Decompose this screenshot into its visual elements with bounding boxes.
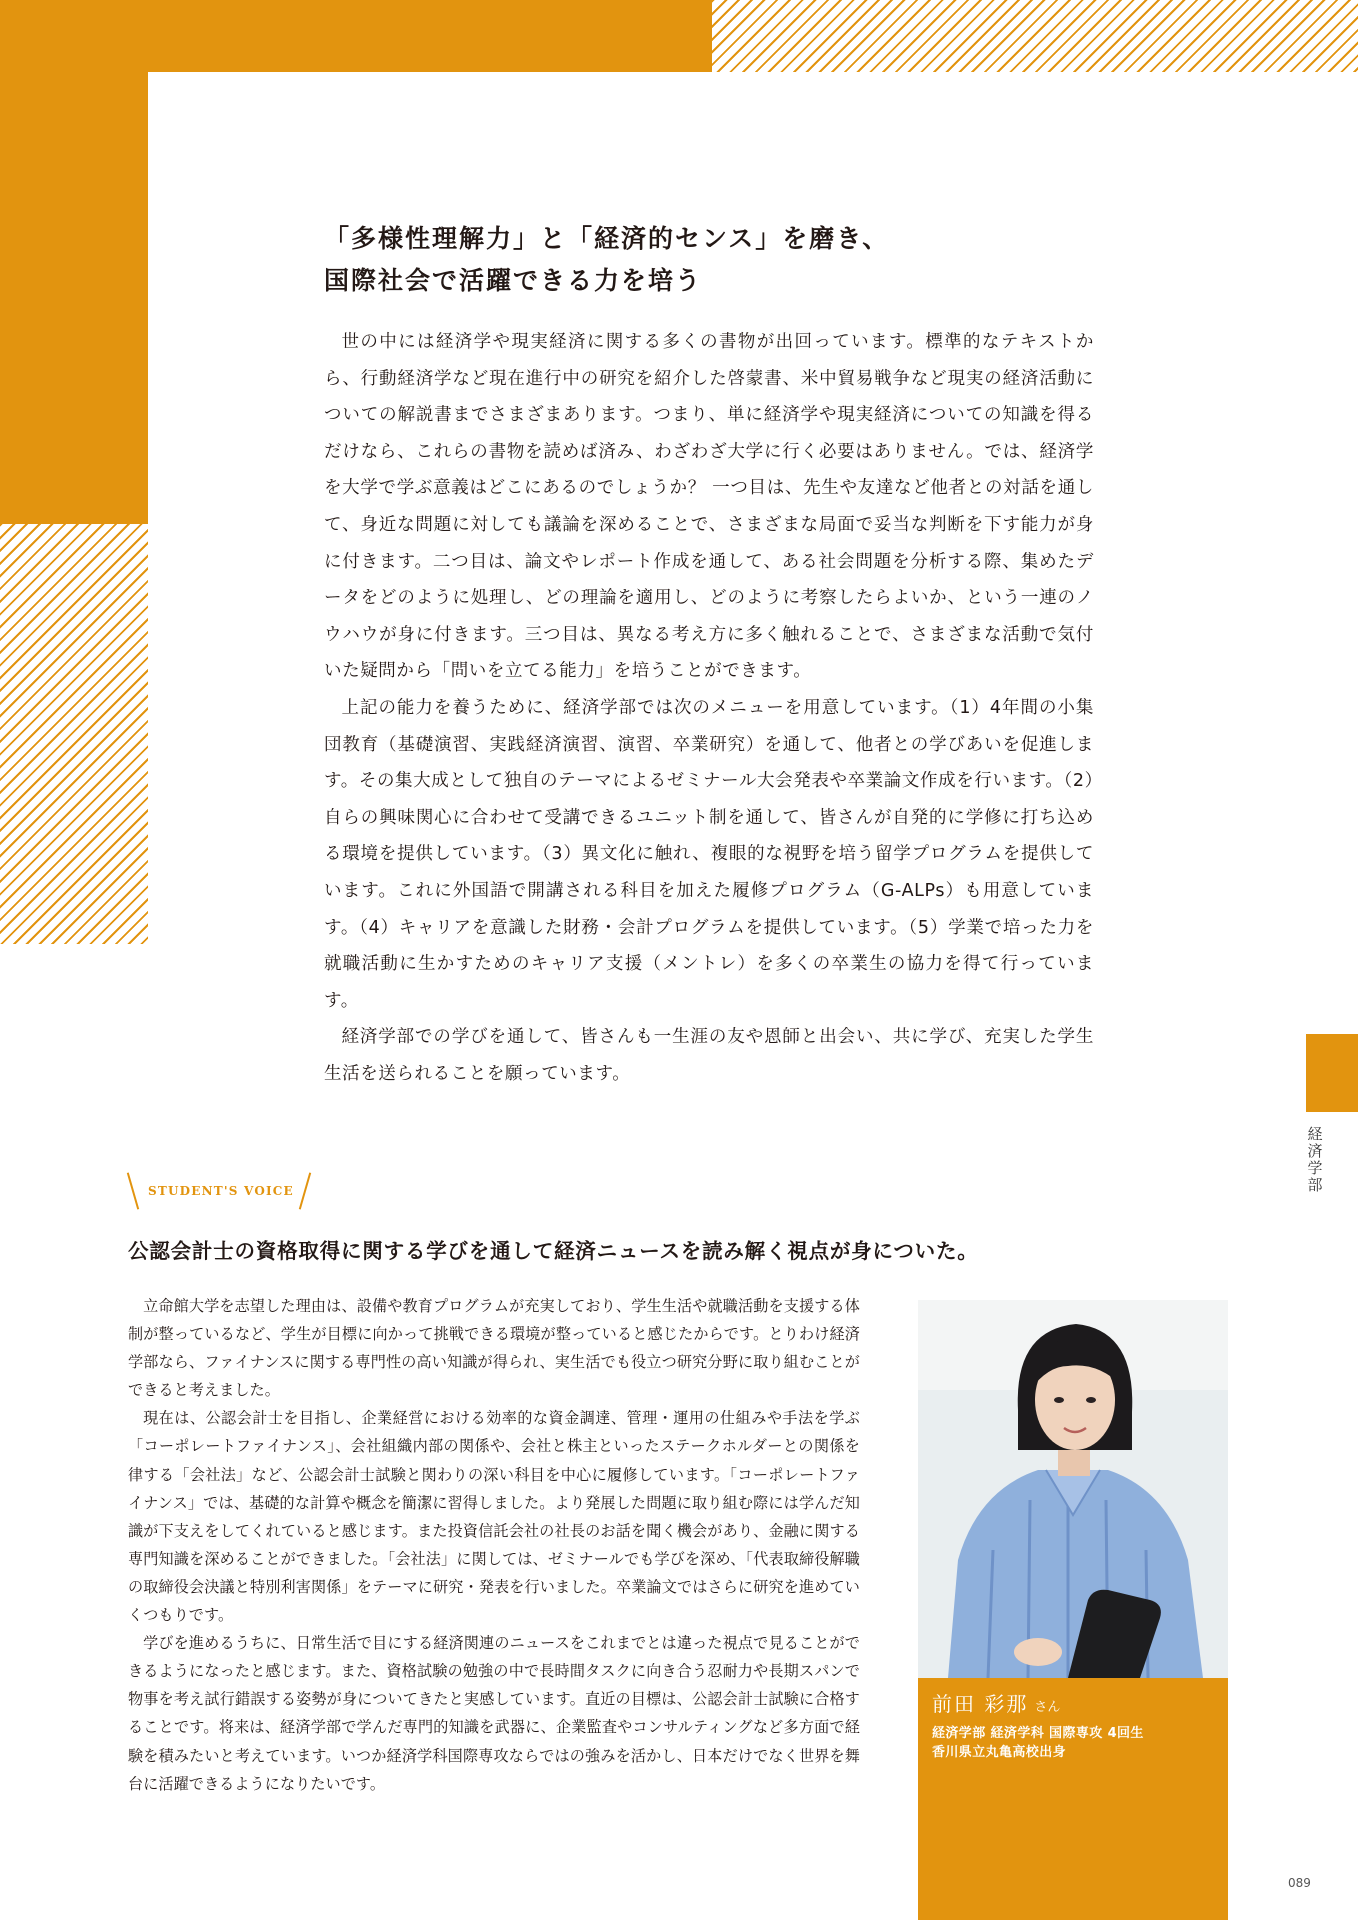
section-index-label: 経済学部 — [1307, 1125, 1323, 1194]
article-paragraph: 世の中には経済学や現実経済に関する多くの書物が出回っています。標準的なテキストから、行動経済学など現在進行中の研究を紹介した啓蒙書、米中貿易戦争など現実の経済活動についての解説書までさまざまあります。つまり、単に経済学や現実経済についての知識を得るだけなら、これらの書物を読めば済み、わざわざ大学に行く必要はありません。では、経済学を大学で学ぶ意義はどこにあるのでしょうか？ 一つ目は、先生や友達など他者との対話を通して、身近な問題に対しても議論を深めることで、さまざまな局面で妥当な判断を下す能力が身に付きます。二つ目は、論文やレポート作成を通して、ある社会問題を分析する際、集めたデータをどのように処理し、どの理論を適用し、どのように考察したらよいか、という一連のノウハウが身に付きます。三つ目は、異なる考え方に多く触れることで、さまざまな活動で気付いた疑問から「問いを立てる能力」を培うことができます。 — [324, 332, 1094, 682]
student-name-line — [932, 1688, 1060, 1717]
voice-paragraph: 立命館大学を志望した理由は、設備や教育プログラムが充実しており、学生生活や就職活動を支援する体制が整っているなど、学生が目標に向かって挑戦できる環境が整っていると感じたからです。とりわけ経済学部なら、ファイナンスに関する専門性の高い知識が得られ、実生活でも役立つ研究分野に取り組むことができると考えました。 — [128, 1297, 860, 1400]
top-right-stripe-band — [712, 0, 1358, 72]
slash-left-decoration — [127, 1172, 139, 1209]
top-left-orange-block — [0, 0, 712, 72]
student-name-suffix: さん — [1034, 1700, 1061, 1715]
students-voice-tag — [126, 1172, 316, 1212]
article-body — [324, 324, 1094, 1092]
student-portrait-illustration — [918, 1300, 1228, 1678]
slash-right-decoration — [299, 1172, 311, 1209]
voice-paragraph: 学びを進めるうちに、日常生活で目にする経済関連のニュースをこれまでとは違った視点で見ることができるようになったと感じます。また、資格試験の勉強の中で長時間タスクに向き合う忍耐力や長期スパンで物事を考え試行錯誤する姿勢が身についてきたと実感しています。直近の目標は、公認会計士試験に合格することです。将来は、経済学部で学んだ専門的知識を武器に、企業監査やコンサルティングなど多方面で経験を積みたいと考えています。いつか経済学科国際専攻ならではの強みを活かし、日本だけでなく世界を舞台に活躍できるようになりたいです。 — [128, 1634, 860, 1793]
section-index-tab — [1306, 1034, 1358, 1112]
student-name: 前田 彩那 — [932, 1692, 1029, 1716]
article-paragraph: 上記の能力を養うために、経済学部では次のメニューを用意しています。（1）4年間の小集団教育（基礎演習、実践経済演習、演習、卒業研究）を通して、他者との学びあいを促進します。その集大成として独自のテーマによるゼミナール大会発表や卒業論文作成を行います。（2）自らの興味関心に合わせて受講できるユニット制を通して、皆さんが自発的に学修に打ち込める環境を提供しています。（3）異文化に触れ、複眼的な視野を培う留学プログラムを提供しています。これに外国語で開講される科目を加えた履修プログラム（G-ALPs）も用意しています。（4）キャリアを意識した財務・会計プログラムを提供しています。（5）学業で培った力を就職活動に生かすためのキャリア支援（メントレ）を多くの卒業生の協力を得て行っています。 — [324, 697, 1094, 1011]
student-affiliation: 経済学部 経済学科 国際専攻 4回生 — [932, 1726, 1144, 1741]
students-voice-label: STUDENT'S VOICE — [148, 1184, 294, 1198]
voice-heading: 公認会計士の資格取得に関する学びを通して経済ニュースを読み解く視点が身についた。 — [128, 1239, 979, 1263]
article-heading — [324, 218, 1024, 302]
left-stripe-column — [0, 524, 148, 944]
student-school: 香川県立丸亀高校出身 — [932, 1745, 1067, 1760]
article-paragraph: 経済学部での学びを通して、皆さんも一生涯の友や恩師と出会い、共に学び、充実した学生生活を送られることを願っています。 — [324, 1027, 1094, 1084]
voice-body — [128, 1292, 860, 1798]
voice-paragraph: 現在は、公認会計士を目指し、企業経営における効率的な資金調達、管理・運用の仕組みや手法を学ぶ「コーポレートファイナンス」、会社組織内部の関係や、会社と株主といったステークホルダーとの関係を律する「会社法」など、公認会計士試験と関わりの深い科目を中心に履修しています。「コーポレートファイナンス」では、基礎的な計算や概念を簡潔に習得しました。より発展した問題に取り組む際には学んだ知識が下支えをしてくれていると感じます。また投資信託会社の社長のお話を聞く機会があり、金融に関する専門知識を深めることができました。「会社法」に関しては、ゼミナールでも学びを深め、「代表取締役解職の取締役会決議と特別利害関係」をテーマに研究・発表を行いました。卒業論文ではさらに研究を進めていくつもりです。 — [128, 1409, 860, 1625]
article-heading-line2: 国際社会で活躍できる力を培う — [324, 266, 703, 295]
page-number: 089 — [1288, 1876, 1311, 1890]
student-photo — [918, 1300, 1228, 1678]
left-orange-column — [0, 72, 148, 524]
student-profile-box — [918, 1678, 1228, 1920]
article-heading-line1: 「多様性理解力」と「経済的センス」を磨き、 — [324, 224, 890, 253]
